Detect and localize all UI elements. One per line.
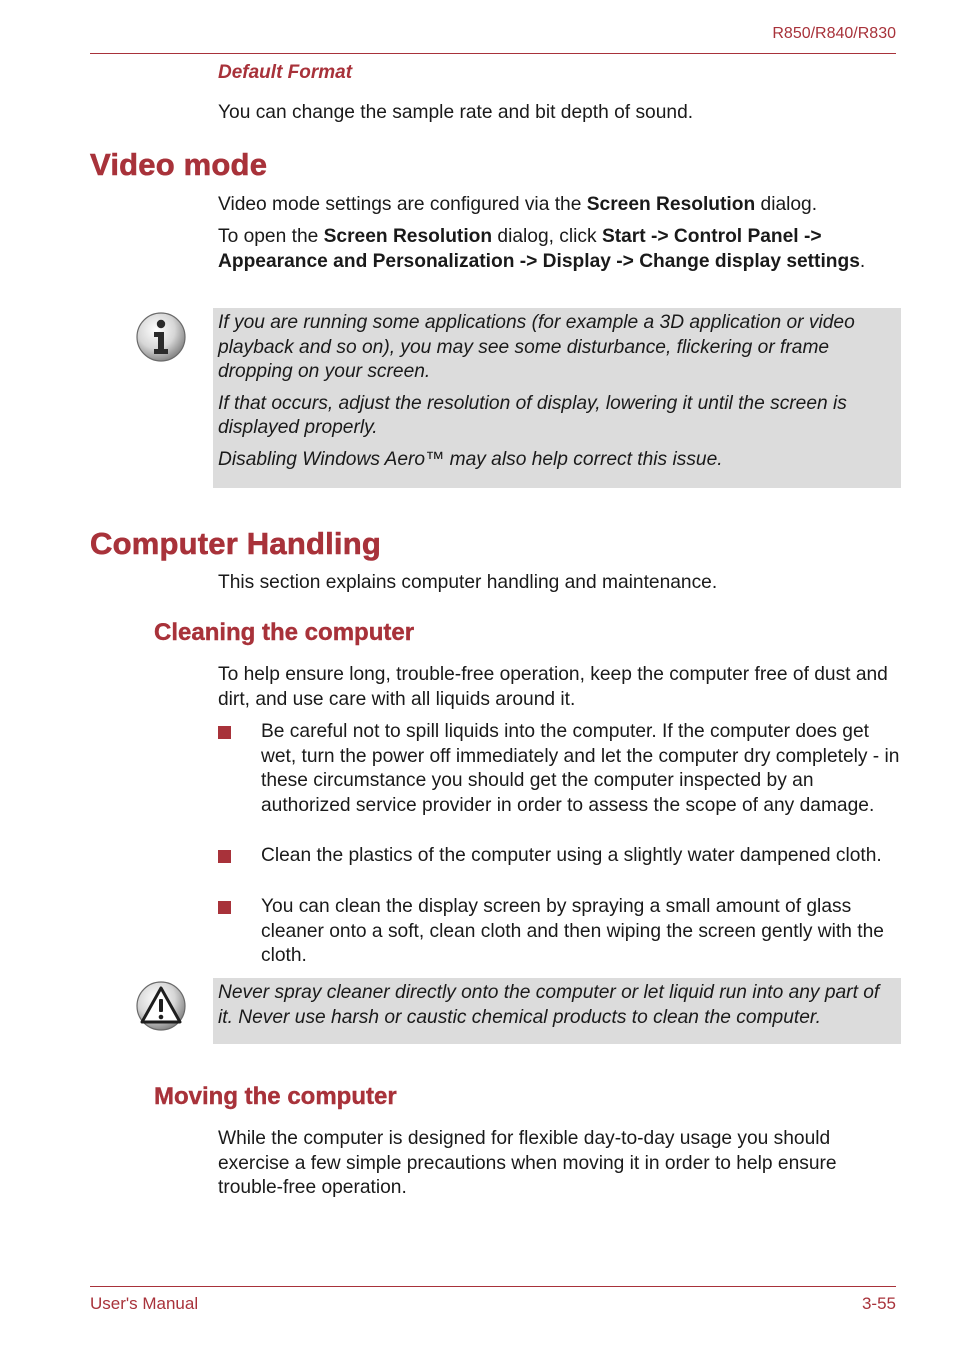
bullet-marker <box>218 901 231 914</box>
cleaning-title: Cleaning the computer <box>154 619 415 646</box>
default-format-text: You can change the sample rate and bit depth of sound. <box>218 102 694 123</box>
text-run: . <box>859 250 866 272</box>
footer-rule <box>90 1286 896 1287</box>
video-mode-title: Video mode <box>90 147 268 182</box>
cleaning-warning <box>213 978 901 1044</box>
moving-text: While the computer is designed for flexible day-to-day usage you should exercise a few simple precautions when moving it in order to help ensure trouble-free operation. <box>218 1128 837 1199</box>
info-icon <box>135 311 187 363</box>
note-paragraph: If you are running some applications (for example a 3D application or video playback and so on), you may see some disturbance, flickering or frame dropping on your screen. <box>218 312 855 383</box>
moving-title: Moving the computer <box>154 1083 397 1110</box>
warning-paragraph: Never spray cleaner directly onto the computer or let liquid run into any part of it. Never use harsh or caustic chemical products to clean the computer. <box>218 982 880 1028</box>
bullet-marker <box>218 850 231 863</box>
text-run: dialog. <box>755 194 818 215</box>
text-run: dialog, click <box>492 226 602 247</box>
bold-run: Screen Resolution <box>586 194 756 215</box>
header-rule <box>90 53 896 54</box>
cleaning-intro: To help ensure long, trouble-free operation, keep the computer free of dust and dirt, and use care with all liquids around it. <box>218 664 888 710</box>
list-item: Clean the plastics of the computer using a slightly water dampened cloth. <box>261 845 882 866</box>
bold-run: Start -> Control Panel -> Appearance and Personalization -> Display -> Change display settings <box>218 226 860 272</box>
list-item: Be careful not to spill liquids into the computer. If the computer does get wet, turn the power off immediately and let the computer dry completely - in these circumstance you should get the computer inspected by an authorized service provider in order to assess the scope of any damage. <box>261 721 900 816</box>
page-number: 3-55 <box>861 1294 896 1313</box>
note-paragraph: If that occurs, adjust the resolution of display, lowering it until the screen is displayed properly. <box>218 392 847 439</box>
default-format-heading: Default Format <box>218 62 353 83</box>
model-number: R850/R840/R830 <box>772 25 896 42</box>
video-mode-paragraph-1 <box>218 193 898 218</box>
list-item: You can clean the display screen by spraying a small amount of glass cleaner onto a soft, clean cloth and then wiping the screen gently with the cloth. <box>261 896 884 967</box>
bullet-marker <box>218 726 231 739</box>
bold-run: Screen Resolution <box>323 226 493 247</box>
computer-handling-intro: This section explains computer handling and maintenance. <box>218 572 718 593</box>
warning-icon <box>135 980 187 1032</box>
computer-handling-title: Computer Handling <box>90 526 381 561</box>
footer-manual-title: User's Manual <box>90 1294 199 1313</box>
video-mode-paragraph-2 <box>218 225 868 274</box>
text-run: To open the <box>218 226 324 247</box>
note-paragraph: Disabling Windows Aero™ may also help correct this issue. <box>218 448 723 470</box>
video-mode-note <box>213 308 901 488</box>
text-run: Video mode settings are configured via the <box>218 194 587 215</box>
